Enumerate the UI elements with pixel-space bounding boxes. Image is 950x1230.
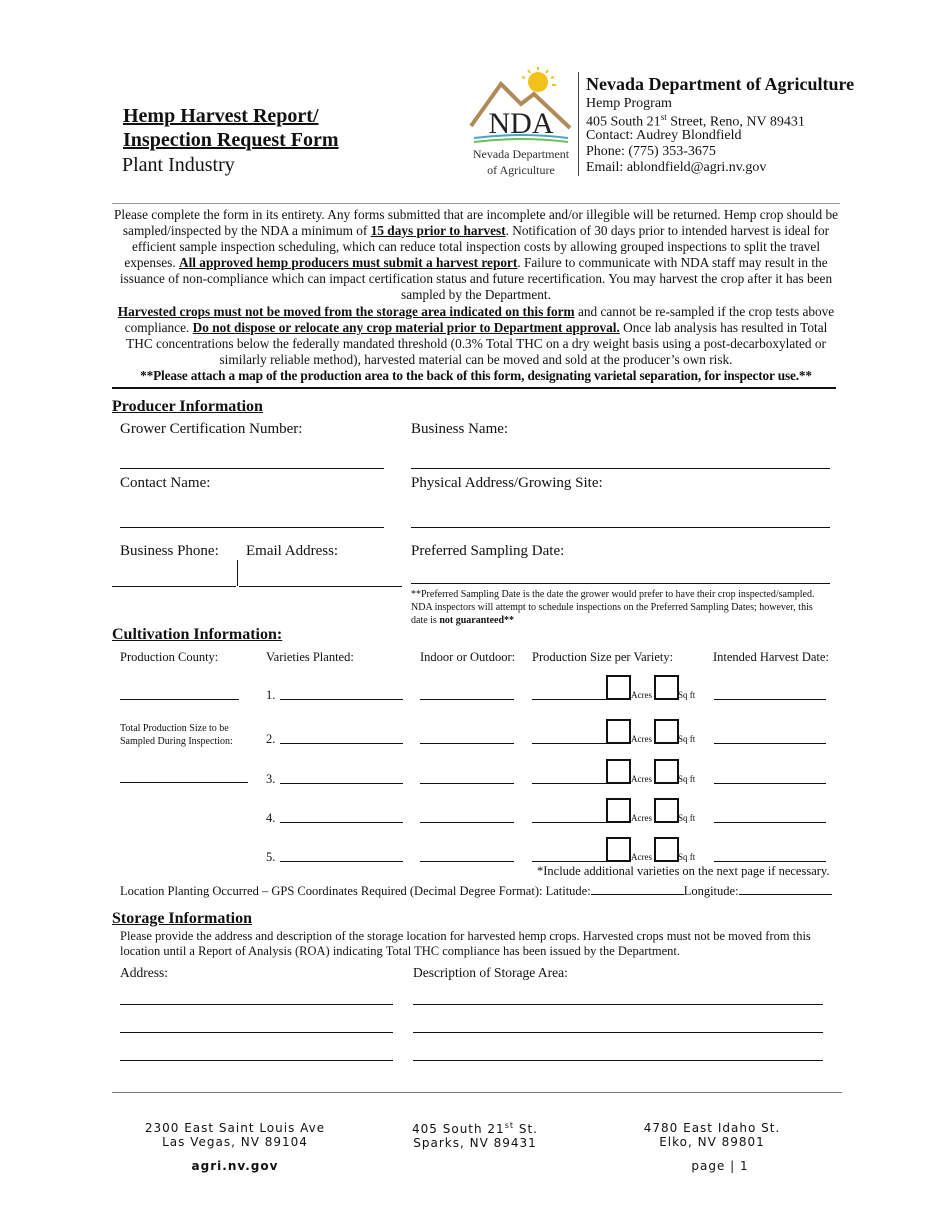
variety-name-field[interactable] xyxy=(280,822,403,823)
header-rule xyxy=(112,203,840,204)
title-line-1: Hemp Harvest Report/ xyxy=(123,105,319,127)
form-subtitle: Plant Industry xyxy=(122,154,235,176)
harvest-date-field[interactable] xyxy=(714,743,826,744)
variety-number: 1. xyxy=(266,688,276,702)
production-size-field[interactable] xyxy=(532,699,606,700)
sqft-label: Sq ft xyxy=(678,690,696,700)
sqft-checkbox[interactable] xyxy=(654,719,679,744)
production-size-field[interactable] xyxy=(532,743,606,744)
page-number: page | 1 xyxy=(691,1159,749,1173)
instructions-p2: Harvested crops must not be moved from the storage area indicated on this form and cannot be re-sampled if the crop tests above compliance. Do not dispose or relocate any crop material prior to Department approval. Once lab analysis has resulted in Total THC concentrations below the federally mandated threshold (0.3% Total THC on a dry weight basis using a post-decarboxylated or similarly reliable method), harvested material can be moved and sold at the producer’s own risk. xyxy=(117,303,835,367)
col-production-county: Production County: xyxy=(120,650,219,664)
footer-sparks: 405 South 21st St. Sparks, NV 89431 xyxy=(412,1121,538,1150)
sun-icon xyxy=(522,67,556,92)
sqft-label: Sq ft xyxy=(678,852,696,862)
preferred-date-field[interactable] xyxy=(411,583,830,584)
logo-text: NDA xyxy=(488,107,554,140)
indoor-outdoor-field[interactable] xyxy=(420,822,514,823)
harvest-date-field[interactable] xyxy=(714,699,826,700)
indoor-outdoor-field[interactable] xyxy=(420,783,514,784)
header-divider xyxy=(578,72,579,176)
preferred-date-label: Preferred Sampling Date: xyxy=(411,543,565,559)
harvest-date-field[interactable] xyxy=(714,822,826,823)
acres-label: Acres xyxy=(631,852,652,862)
variety-name-field[interactable] xyxy=(280,743,403,744)
producer-heading: Producer Information xyxy=(112,398,263,415)
acres-label: Acres xyxy=(631,690,652,700)
contact-name-field[interactable] xyxy=(120,527,384,528)
program-name: Hemp Program xyxy=(586,96,672,111)
logo-caption-1: Nevada Department xyxy=(472,147,570,161)
harvest-date-field[interactable] xyxy=(714,783,826,784)
grower-cert-label: Grower Certification Number: xyxy=(120,421,303,437)
gps-coordinates-row: Location Planting Occurred – GPS Coordinates Required (Decimal Degree Format): Latitude: Longitude: xyxy=(120,884,832,899)
acres-label: Acres xyxy=(631,774,652,784)
logo-caption-2: of Agriculture xyxy=(487,163,555,177)
sqft-checkbox[interactable] xyxy=(654,759,679,784)
variety-name-field[interactable] xyxy=(280,699,403,700)
storage-heading: Storage Information xyxy=(112,910,252,927)
include-varieties-note: *Include additional varieties on the next page if necessary. xyxy=(537,864,830,878)
footer-elko: 4780 East Idaho St. Elko, NV 89801 xyxy=(643,1121,781,1149)
storage-address-label: Address: xyxy=(120,965,168,980)
sqft-checkbox[interactable] xyxy=(654,837,679,862)
agency-contact: Contact: Audrey Blondfield xyxy=(586,128,742,143)
indoor-outdoor-field[interactable] xyxy=(420,699,514,700)
production-county-field[interactable] xyxy=(120,699,239,700)
title-line-2: Inspection Request Form xyxy=(123,129,339,151)
storage-address-line-3[interactable] xyxy=(120,1060,393,1061)
storage-address-line-2[interactable] xyxy=(120,1032,393,1033)
nda-logo xyxy=(466,66,576,181)
agency-email: Email: ablondfield@agri.nv.gov xyxy=(586,160,767,175)
variety-number: 3. xyxy=(266,772,276,786)
acres-label: Acres xyxy=(631,813,652,823)
instructions-p1: Please complete the form in its entirety. Any forms submitted that are incomplete and/or illegible will be returned. Hemp crop should be sampled/inspected by the NDA a minimum of 15 days prior to harvest. Notification of 30 days prior to intended harvest is ideal for efficient sample inspection scheduling, which can reduce total inspection costs by allowing grouped inspections to split the travel expenses. All approved hemp producers must submit a harvest report. Failure to communicate with NDA staff may result in the issuance of non-compliance which can impact certification status and future recertification. You may harvest the crop after it has been sampled by the Department. xyxy=(114,207,838,303)
harvest-date-field[interactable] xyxy=(714,861,826,862)
latitude-field[interactable] xyxy=(591,894,684,895)
intro-rule xyxy=(112,387,836,389)
longitude-field[interactable] xyxy=(739,894,832,895)
variety-number: 5. xyxy=(266,850,276,864)
email-address-field[interactable] xyxy=(239,586,402,587)
form-title xyxy=(123,104,339,152)
variety-name-field[interactable] xyxy=(280,861,403,862)
storage-description: Please provide the address and description of the storage location for harvested hemp crops. Harvested crops must not be moved from this location until a Report of Analysis (ROA) indicating Total THC compliance has been issued by the Department. xyxy=(120,929,811,958)
col-varieties-planted: Varieties Planted: xyxy=(266,650,354,664)
footer-las-vegas: 2300 East Saint Louis Ave Las Vegas, NV 89104 xyxy=(144,1121,326,1149)
acres-checkbox[interactable] xyxy=(606,759,631,784)
attach-map-note: **Please attach a map of the production area to the back of this form, designating varietal separation, for inspector use.** xyxy=(140,367,812,383)
business-name-label: Business Name: xyxy=(411,421,509,437)
acres-checkbox[interactable] xyxy=(606,675,631,700)
variety-name-field[interactable] xyxy=(280,783,403,784)
sqft-label: Sq ft xyxy=(678,813,696,823)
physical-address-label: Physical Address/Growing Site: xyxy=(411,475,603,491)
footer-rule xyxy=(112,1092,842,1093)
acres-checkbox[interactable] xyxy=(606,719,631,744)
indoor-outdoor-field[interactable] xyxy=(420,861,514,862)
storage-area-line-1[interactable] xyxy=(413,1004,823,1005)
sqft-checkbox[interactable] xyxy=(654,798,679,823)
email-address-label: Email Address: xyxy=(246,543,339,559)
agency-address: 405 South 21st Street, Reno, NV 89431 xyxy=(586,112,805,130)
col-harvest-date: Intended Harvest Date: xyxy=(713,650,829,664)
production-size-field[interactable] xyxy=(532,861,606,862)
variety-number: 4. xyxy=(266,811,276,825)
production-size-field[interactable] xyxy=(532,783,606,784)
contact-name-label: Contact Name: xyxy=(120,475,211,491)
acres-checkbox[interactable] xyxy=(606,837,631,862)
business-phone-label: Business Phone: xyxy=(120,543,219,559)
acres-checkbox[interactable] xyxy=(606,798,631,823)
total-size-field[interactable] xyxy=(120,782,248,783)
preferred-date-note: **Preferred Sampling Date is the date the grower would prefer to have their crop inspected/sampled. NDA inspectors will attempt to schedule inspections on the Preferred Sampling Dates; however, this date is not guaranteed** xyxy=(411,589,815,626)
indoor-outdoor-field[interactable] xyxy=(420,743,514,744)
sqft-label: Sq ft xyxy=(678,774,696,784)
storage-address-line-1[interactable] xyxy=(120,1004,393,1005)
production-size-field[interactable] xyxy=(532,822,606,823)
variety-number: 2. xyxy=(266,732,276,746)
storage-area-line-2[interactable] xyxy=(413,1032,823,1033)
agency-name: Nevada Department of Agriculture xyxy=(586,74,855,94)
grower-cert-field[interactable] xyxy=(120,468,384,469)
business-name-field[interactable] xyxy=(411,468,830,469)
col-indoor-outdoor: Indoor or Outdoor: xyxy=(420,650,516,664)
sqft-label: Sq ft xyxy=(678,734,696,744)
agency-phone: Phone: (775) 353-3675 xyxy=(586,144,716,159)
sqft-checkbox[interactable] xyxy=(654,675,679,700)
cultivation-heading: Cultivation Information: xyxy=(112,626,283,643)
instructions xyxy=(112,207,840,384)
phone-email-divider xyxy=(237,560,238,586)
footer-website[interactable]: agri.nv.gov xyxy=(191,1159,279,1173)
business-phone-field[interactable] xyxy=(112,586,236,587)
total-size-label: Total Production Size to be Sampled During Inspection: xyxy=(120,723,233,747)
col-production-size: Production Size per Variety: xyxy=(532,650,674,664)
storage-area-line-3[interactable] xyxy=(413,1060,823,1061)
acres-label: Acres xyxy=(631,734,652,744)
storage-area-label: Description of Storage Area: xyxy=(413,965,568,980)
physical-address-field[interactable] xyxy=(411,527,830,528)
